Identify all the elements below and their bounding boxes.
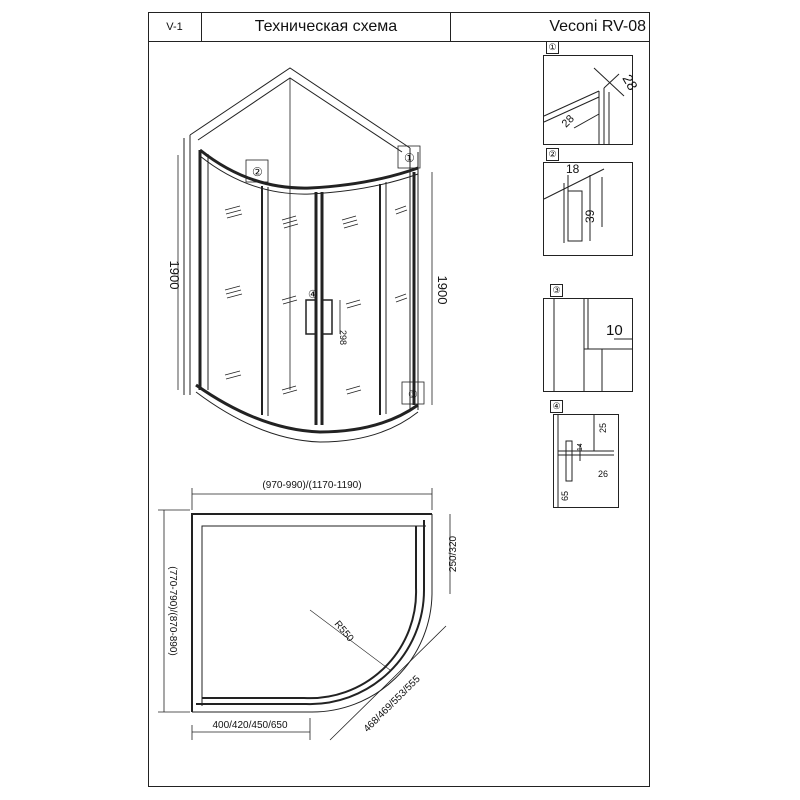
detail-4: [553, 414, 619, 508]
model-name: Veconi RV-08: [450, 12, 650, 42]
detail-4-label: ④: [550, 400, 563, 413]
detail-3-dim: 10: [606, 322, 623, 339]
detail-1: [543, 55, 642, 145]
detail-3: [543, 298, 633, 392]
detail-4-dim-b: 26: [598, 469, 609, 479]
handle-dim: 298: [338, 330, 348, 346]
marker-3: ③: [408, 389, 418, 401]
plan-door-dim: 468/469/553/555: [361, 673, 423, 735]
plan-side-dim: 250/320: [448, 535, 459, 573]
plan-radius: R550: [331, 618, 356, 645]
detail-2-label: ②: [546, 148, 559, 161]
revision-label: V-1: [148, 12, 202, 42]
detail-2-dim-b: 39: [583, 209, 597, 223]
plan-depth-dim: (770-790)/(870-890): [167, 566, 178, 656]
drawing-title: Техническая схема: [202, 12, 450, 42]
height-left-label: 1900: [167, 260, 182, 290]
detail-3-label: ③: [550, 284, 563, 297]
plan-view: [150, 470, 470, 770]
plan-width-dim: (970-990)/(1170-1190): [262, 480, 362, 491]
marker-2: ②: [252, 165, 263, 179]
detail-2-dim-a: 18: [566, 162, 580, 176]
detail-1-dim-b: 28: [559, 112, 577, 131]
detail-1-label: ①: [546, 41, 559, 54]
marker-4: ④: [308, 289, 318, 301]
detail-1-dim-a: 28: [619, 71, 642, 93]
perspective-view: [167, 60, 460, 450]
marker-1: ①: [404, 151, 415, 165]
plan-front-dim: 400/420/450/650: [212, 720, 288, 731]
detail-4-dim-d: 14: [577, 443, 584, 451]
detail-2: [543, 162, 633, 256]
detail-4-dim-a: 25: [598, 422, 608, 433]
height-right-label: 1900: [435, 275, 450, 305]
detail-4-dim-c: 65: [560, 490, 570, 501]
